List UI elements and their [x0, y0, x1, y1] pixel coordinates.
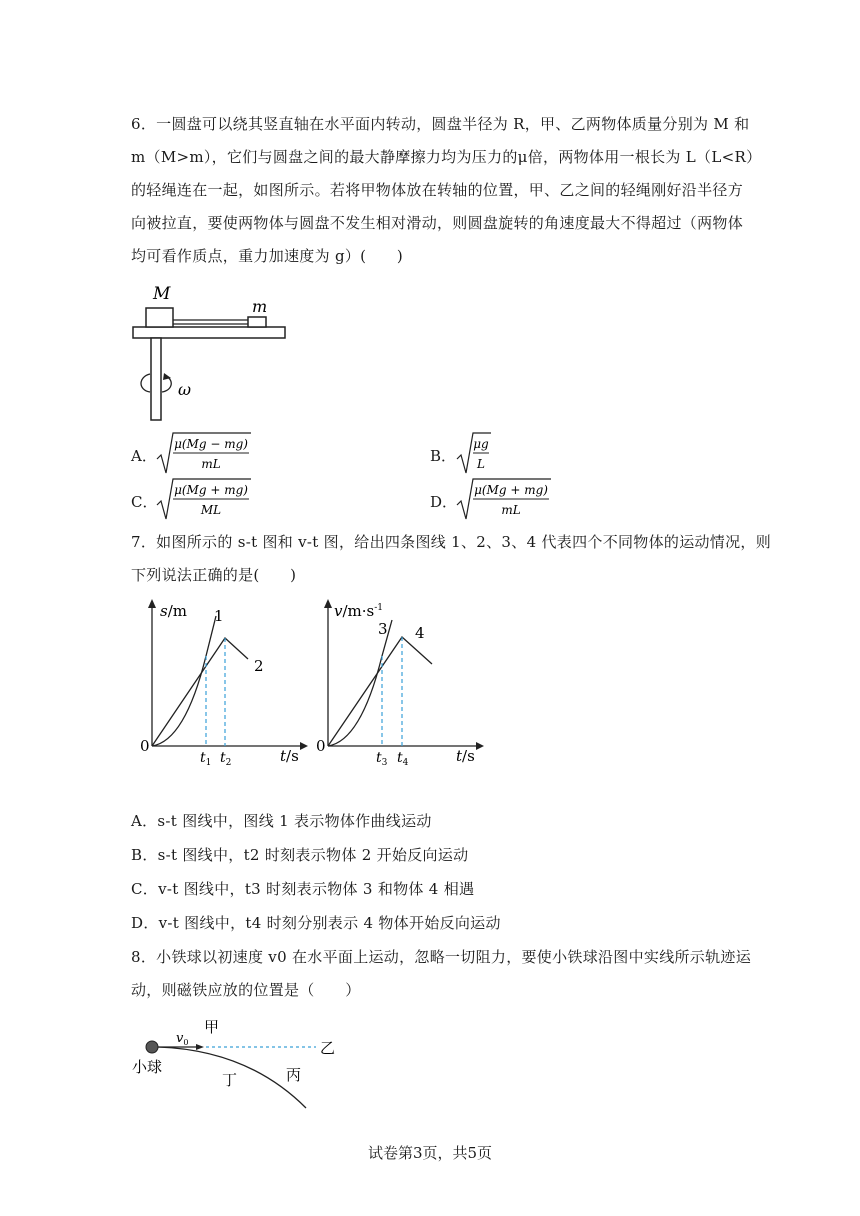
q8-line-1: 8．小铁球以初速度 v0 在水平面上运动，忽略一切阻力，要使小铁球沿图中实线所示轨迹运 [131, 948, 752, 966]
st-origin: 0 [140, 737, 150, 755]
label-M: M [153, 284, 171, 304]
q7-option-a[interactable]: A．s-t 图线中，图线 1 表示物体作曲线运动 [131, 812, 432, 830]
vt-xlabel: t/s [456, 747, 475, 765]
st-t1: $t_1$ [200, 750, 212, 768]
svg-text:μ(Mg − mg): μ(Mg − mg) [174, 437, 248, 451]
label-omega: ω [178, 380, 192, 399]
q7-option-c[interactable]: C．v-t 图线中，t3 时刻表示物体 3 和物体 4 相遇 [131, 880, 475, 898]
mass-M-block [146, 308, 173, 327]
svg-text:mL: mL [201, 457, 221, 471]
q6-disk-figure [128, 282, 298, 427]
q6-option-a[interactable]: A． [131, 447, 157, 465]
q6-option-c-formula [155, 477, 255, 521]
line-4 [328, 637, 432, 746]
vt-origin: 0 [316, 737, 326, 755]
line-2 [152, 638, 248, 746]
q6-line-2: m（M>m），它们与圆盘之间的最大静摩擦力均为压力的μ倍，两物体用一根长为 L（L<R） [131, 148, 762, 166]
st-t2: $t_2$ [220, 750, 232, 768]
q7-st-graph [140, 596, 315, 771]
q8-line-2: 动，则磁铁应放的位置是（ ） [131, 981, 361, 999]
disk [133, 327, 285, 338]
q7-option-d[interactable]: D．v-t 图线中，t4 时刻分别表示 4 物体开始反向运动 [131, 914, 501, 932]
label-ding: 丁 [222, 1071, 238, 1089]
vt-ylabel: $v/m\cdot s^{-1}$ [334, 602, 384, 620]
svg-text:ML: ML [200, 503, 222, 517]
q6-option-d-formula [455, 477, 555, 521]
vt-label-3: 3 [378, 620, 388, 638]
q6-option-b-formula [455, 431, 495, 475]
q7-line-2: 下列说法正确的是( ) [131, 566, 297, 584]
svg-text:mL: mL [501, 503, 521, 517]
svg-text:μg: μg [473, 437, 489, 451]
vt-t4: $t_4$ [397, 750, 409, 768]
page-footer: 试卷第3页，共5页 [367, 1144, 493, 1162]
label-jia: 甲 [204, 1018, 220, 1036]
svg-text:μ(Mg + mg): μ(Mg + mg) [474, 483, 548, 497]
q7-option-b[interactable]: B．s-t 图线中，t2 时刻表示物体 2 开始反向运动 [131, 846, 469, 864]
label-v0: $v_0$ [176, 1031, 189, 1047]
label-ball: 小球 [132, 1058, 163, 1076]
mass-m-block [248, 317, 266, 327]
label-bing: 丙 [286, 1066, 302, 1084]
q6-option-b[interactable]: B． [430, 447, 457, 465]
axle [151, 338, 161, 420]
svg-text:L: L [477, 457, 485, 471]
q6-line-5: 均可看作质点，重力加速度为 g）( ) [131, 247, 404, 265]
q6-line-4: 向被拉直，要使两物体与圆盘不发生相对滑动，则圆盘旋转的角速度最大不得超过（两物体 [131, 214, 744, 232]
label-yi: 乙 [320, 1039, 336, 1057]
q8-ball-figure [128, 1012, 348, 1112]
q6-line-3: 的轻绳连在一起，如图所示。若将甲物体放在转轴的位置，甲、乙之间的轻绳刚好沿半径方 [131, 181, 744, 199]
st-ylabel: s/m [160, 602, 187, 620]
q6-option-a-formula [155, 431, 255, 475]
q6-option-d[interactable]: D． [430, 493, 458, 511]
q7-vt-graph [316, 596, 491, 771]
ball [146, 1041, 158, 1053]
q6-line-1: 6．一圆盘可以绕其竖直轴在水平面内转动，圆盘半径为 R，甲、乙两物体质量分别为 M 和 [131, 115, 750, 133]
st-label-1: 1 [214, 607, 224, 625]
svg-text:μ(Mg + mg): μ(Mg + mg) [174, 483, 248, 497]
st-xlabel: t/s [280, 747, 299, 765]
st-label-2: 2 [254, 657, 264, 675]
vt-label-4: 4 [415, 624, 425, 642]
q7-line-1: 7．如图所示的 s-t 图和 v-t 图，给出四条图线 1、2、3、4 代表四个不同物体的运动情况，则 [131, 533, 771, 551]
q6-option-c[interactable]: C． [131, 493, 158, 511]
label-m: m [252, 297, 268, 316]
vt-t3: $t_3$ [376, 750, 388, 768]
